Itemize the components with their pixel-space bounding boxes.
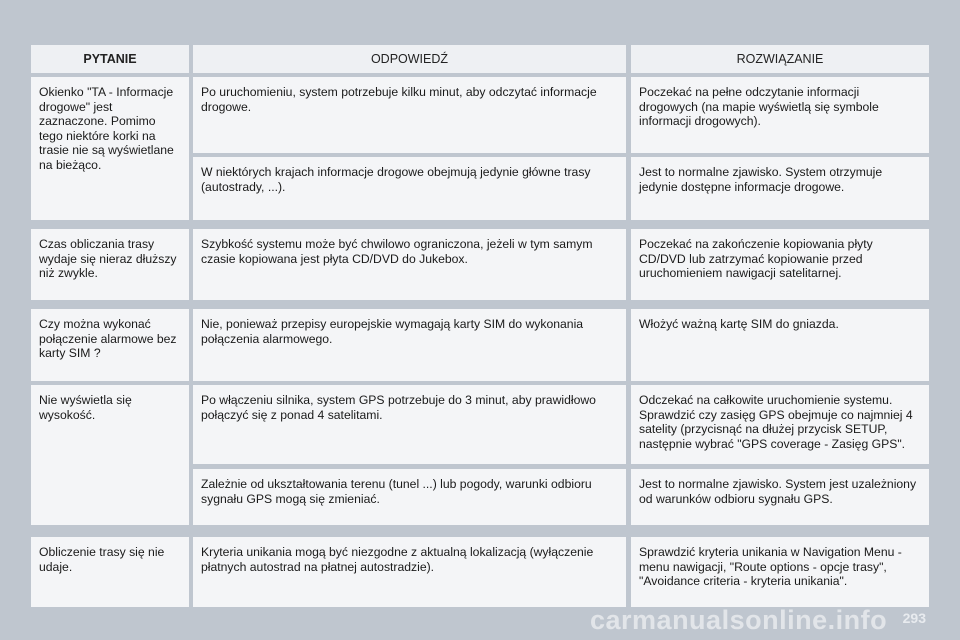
header-answer: ODPOWIEDŹ xyxy=(193,45,626,73)
solution-cell: Włożyć ważną kartę SIM do gniazda. xyxy=(631,309,929,381)
solution-cell: Poczekać na pełne odczytanie informacji drogowych (na mapie wyświetlą się symbole informacji drogowych). xyxy=(631,77,929,153)
question-cell: Obliczenie trasy się nie udaje. xyxy=(31,537,189,607)
question-cell: Czy można wykonać połączenie alarmowe bez karty SIM ? xyxy=(31,309,189,381)
answer-cell: Po uruchomieniu, system potrzebuje kilku minut, aby odczytać informacje drogowe. xyxy=(193,77,626,153)
answer-cell: W niektórych krajach informacje drogowe obejmują jedynie główne trasy (autostrady, ...). xyxy=(193,157,626,220)
question-cell: Czas obliczania trasy wydaje się nieraz dłuższy niż zwykle. xyxy=(31,229,189,300)
answer-cell: Zależnie od ukształtowania terenu (tunel ...) lub pogody, warunki odbioru sygnału GPS mogą się zmieniać. xyxy=(193,469,626,525)
answer-cell: Szybkość systemu może być chwilowo ograniczona, jeżeli w tym samym czasie kopiowana jest płyta CD/DVD do Jukebox. xyxy=(193,229,626,300)
header-question: PYTANIE xyxy=(31,45,189,73)
question-cell: Okienko "TA - Informacje drogowe" jest zaznaczone. Pomimo tego niektóre korki na trasie nie są wyświetlane na bieżąco. xyxy=(31,77,189,220)
header-solution: ROZWIĄZANIE xyxy=(631,45,929,73)
page-number: 293 xyxy=(902,610,926,626)
watermark: carmanualsonline.info xyxy=(590,605,888,635)
solution-cell: Poczekać na zakończenie kopiowania płyty CD/DVD lub zatrzymać kopiowanie przed uruchomieniem nawigacji satelitarnej. xyxy=(631,229,929,300)
solution-cell: Odczekać na całkowite uruchomienie systemu. Sprawdzić czy zasięg GPS obejmuje co najmniej 4 satelity (przycisnąć na dłużej przycisk SETUP, następnie wybrać "GPS coverage - Zasięg GPS". xyxy=(631,385,929,464)
answer-cell: Po włączeniu silnika, system GPS potrzebuje do 3 minut, aby prawidłowo połączyć się z ponad 4 satelitami. xyxy=(193,385,626,464)
question-cell: Nie wyświetla się wysokość. xyxy=(31,385,189,525)
solution-cell: Sprawdzić kryteria unikania w Navigation Menu - menu nawigacji, "Route options - opcje trasy", "Avoidance criteria - kryteria unikania". xyxy=(631,537,929,607)
solution-cell: Jest to normalne zjawisko. System otrzymuje jedynie dostępne informacje drogowe. xyxy=(631,157,929,220)
solution-cell: Jest to normalne zjawisko. System jest uzależniony od warunków odbioru sygnału GPS. xyxy=(631,469,929,525)
answer-cell: Nie, ponieważ przepisy europejskie wymagają karty SIM do wykonania połączenia alarmowego. xyxy=(193,309,626,381)
answer-cell: Kryteria unikania mogą być niezgodne z aktualną lokalizacją (wyłączenie płatnych autostrad na płatnej autostradzie). xyxy=(193,537,626,607)
